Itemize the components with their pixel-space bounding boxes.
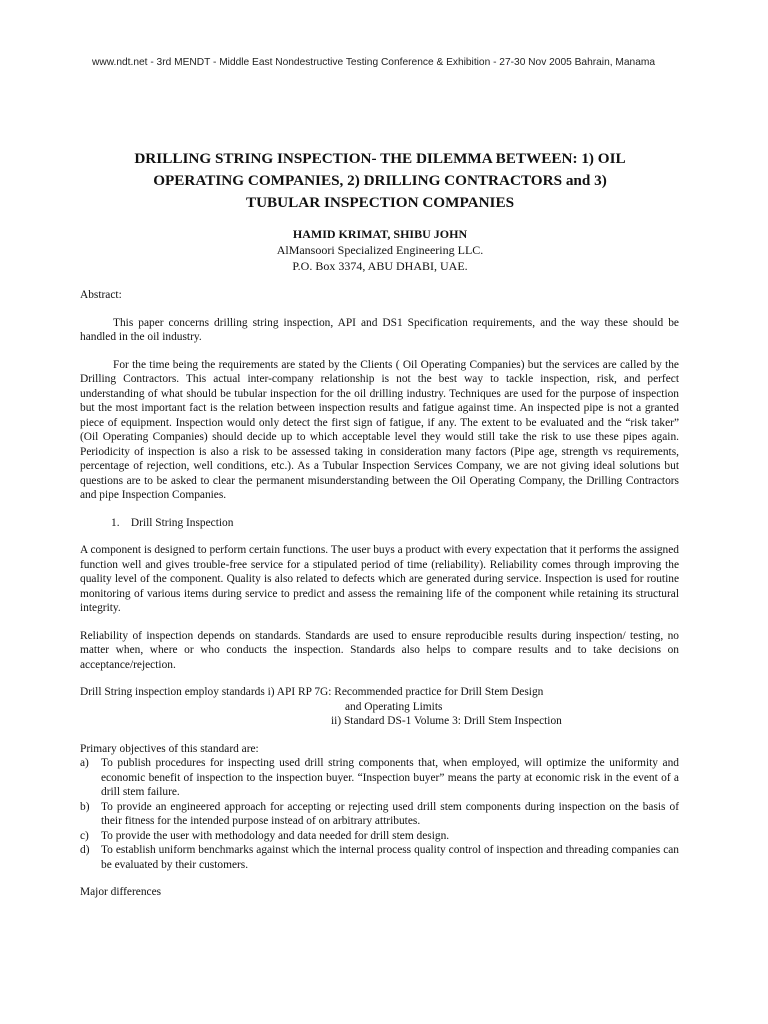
title-line: OPERATING COMPANIES, 2) DRILLING CONTRACTORS and 3) <box>153 172 607 189</box>
title-line: TUBULAR INSPECTION COMPANIES <box>245 194 515 211</box>
standards-block <box>80 685 679 729</box>
section-heading: 1. Drill String Inspection <box>111 516 234 529</box>
list-item-text: To provide an engineered approach for accepting or rejecting used drill stem components during inspection on the basis of their fitness for the intended purpose instead of on arbitrary attributes. <box>101 800 679 827</box>
author-block <box>140 226 620 274</box>
author-names: HAMID KRIMAT, SHIBU JOHN <box>292 227 468 241</box>
abstract-paragraph: This paper concerns drilling string inspection, API and DS1 Specification requirements, and the way these should be handled in the oil industry. <box>80 316 679 343</box>
list-item <box>80 800 679 829</box>
list-item-text: To establish uniform benchmarks against which the internal process quality control of inspection and threading companies can be evaluated by their customers. <box>101 844 679 871</box>
list-marker: c) <box>80 829 89 842</box>
paper-title <box>60 148 700 214</box>
paper-body <box>80 288 679 900</box>
list-marker: b) <box>80 800 90 813</box>
author-affiliation: AlMansoori Specialized Engineering LLC. <box>276 243 484 257</box>
author-address: P.O. Box 3374, ABU DHABI, UAE. <box>292 259 468 273</box>
list-item <box>80 756 679 800</box>
list-item <box>80 829 679 844</box>
abstract-paragraph: For the time being the requirements are stated by the Clients ( Oil Operating Companies) but the services are called by the Drilling Contractors. This actual inter-company relationship is not the best way to tackle inspection, risk, and perfect understanding of what should be tubular inspection for the oil drilling industry. Techniques are used for the purpose of inspection but the most important fact is the relation between inspection results and fatigue against time. An inspected pipe is not a granted piece of equipment. Inspection would only detect the first sign of fatigue, if any. The extent to be evaluated and the “risk taker” (Oil Operating Companies) should decide up to which acceptable level they would still take the risk to use these pipes again. Periodicity of inspection is also a risk to be assessed taking in consideration many factors (Pipe age, strength vs requirements, percentage of rejection, well conditions, etc.). As a Tubular Inspection Services Company, we are not giving ideal solutions but questions are to be asked to clear the permanent misunderstanding between the Oil Operating Company, the Drilling Contractors and pipe Inspection Companies. <box>80 358 679 501</box>
list-item <box>80 843 679 872</box>
section-paragraph: Reliability of inspection depends on standards. Standards are used to ensure reproducible results during inspection/ testing, no matter when, where or who conducts the inspection. Standards also helps to compare results and to take decisions on acceptance/rejection. <box>80 629 679 671</box>
abstract-label: Abstract: <box>80 289 122 301</box>
title-line: DRILLING STRING INSPECTION- THE DILEMMA BETWEEN: 1) OIL <box>134 150 626 167</box>
list-marker: d) <box>80 844 90 856</box>
standards-line: and Operating Limits <box>345 700 443 713</box>
section-paragraph: A component is designed to perform certain functions. The user buys a product with every expectation that it performs the assigned function well and gives trouble-free service for a stipulated period of time (reliability). Reliability comes through improving the quality level of the component. Quality is also related to defects which are generated during service. Inspection is used for routine monitoring of various items during service to predict and assess the remaining life of the component while retaining its structural integrity. <box>80 544 679 614</box>
conference-header: www.ndt.net - 3rd MENDT - Middle East Nondestructive Testing Conference & Exhibition - 27-30 Nov 2005 Bahrain, Manama <box>92 57 656 68</box>
list-item-text: To provide the user with methodology and data needed for drill stem design. <box>101 829 450 842</box>
standards-line: Drill String inspection employ standards i) API RP 7G: Recommended practice for Drill Stem Design <box>80 686 544 698</box>
standards-line: ii) Standard DS-1 Volume 3: Drill Stem Inspection <box>331 715 562 727</box>
list-marker: a) <box>80 757 89 769</box>
objectives-intro: Primary objectives of this standard are: <box>80 742 259 755</box>
list-item-text: To publish procedures for inspecting used drill string components that, when employed, will optimize the uniformity and economic benefit of inspection to the inspection buyer. “Inspection buyer” means the party at economic risk in the event of a drill stem failure. <box>101 757 679 798</box>
subsection-heading: Major differences <box>80 886 162 898</box>
objectives-list <box>80 756 679 872</box>
